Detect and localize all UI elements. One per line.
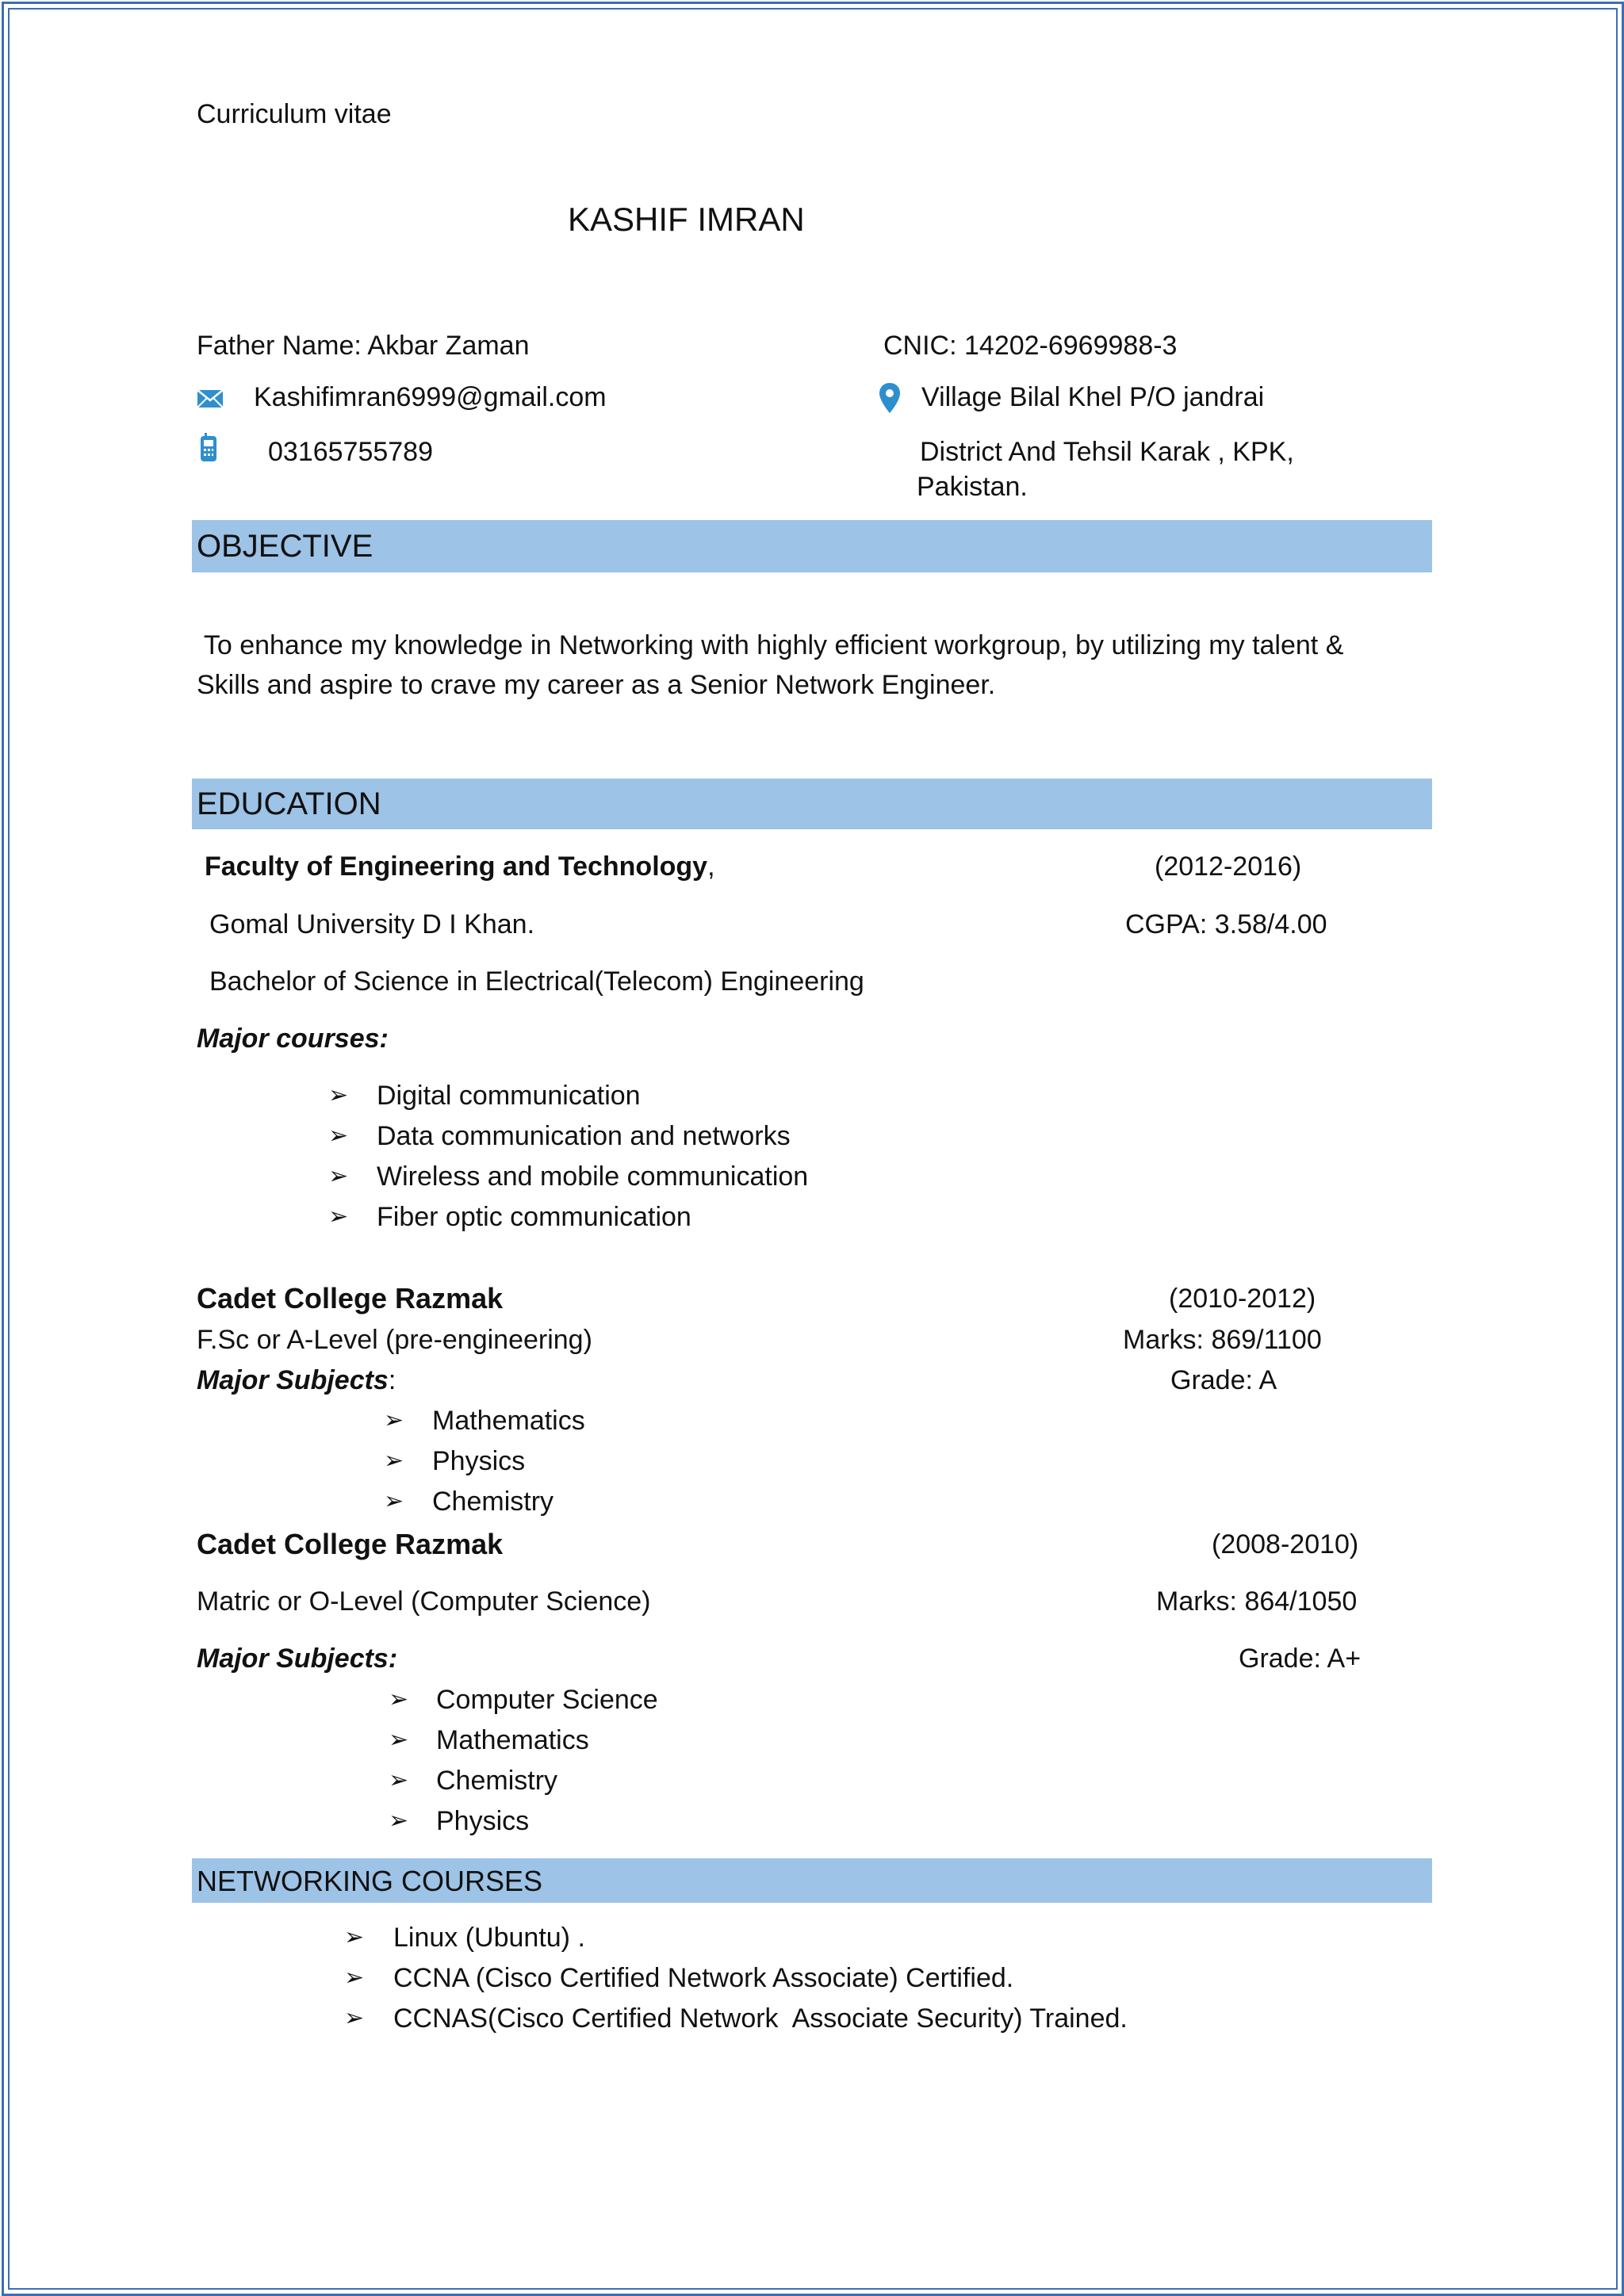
matric-subject-item-label: Chemistry [436, 1766, 558, 1796]
matric-subject-item-label: Physics [436, 1806, 530, 1836]
fsc-subjects-colon: : [388, 1365, 396, 1395]
father-name: Father Name: Akbar Zaman [197, 331, 530, 361]
university-years: (2012-2016) [1155, 851, 1302, 882]
arrow-bullet-icon: ➢ [384, 1488, 404, 1514]
phone-text[interactable]: 03165755789 [268, 437, 434, 467]
email-text[interactable]: Kashifimran6999@gmail.com [254, 382, 607, 412]
fsc-marks: Marks: 869/1100 [1123, 1325, 1322, 1355]
objective-text-line-1: To enhance my knowledge in Networking with highly efficient workgroup, by utilizing my talent & [197, 630, 1344, 660]
arrow-bullet-icon: ➢ [389, 1727, 409, 1753]
arrow-bullet-icon: ➢ [389, 1767, 409, 1793]
university-courses-label: Major courses: [197, 1024, 389, 1054]
mobile-phone-icon [198, 433, 219, 467]
matric-years: (2008-2010) [1212, 1529, 1359, 1559]
fsc-grade: Grade: A [1170, 1365, 1277, 1395]
university-cgpa: CGPA: 3.58/4.00 [1125, 909, 1327, 939]
objective-band [192, 520, 1432, 572]
networking-heading: NETWORKING COURSES [197, 1865, 543, 1897]
arrow-bullet-icon: ➢ [384, 1448, 404, 1474]
major-course-item-label: Fiber optic communication [377, 1202, 691, 1232]
networking-band [192, 1858, 1432, 1903]
arrow-bullet-icon: ➢ [328, 1163, 349, 1189]
fsc-subjects-label: Major Subjects [197, 1365, 389, 1395]
arrow-bullet-icon: ➢ [328, 1203, 349, 1230]
arrow-bullet-icon: ➢ [389, 1686, 409, 1712]
envelope-icon [197, 388, 224, 413]
arrow-bullet-icon: ➢ [389, 1808, 409, 1834]
arrow-bullet-icon: ➢ [384, 1407, 404, 1433]
matric-marks: Marks: 864/1050 [1156, 1586, 1358, 1617]
university-institution-line [205, 851, 715, 882]
fsc-subject-item-label: Mathematics [432, 1406, 585, 1436]
major-course-item-label: Digital communication [377, 1081, 641, 1111]
matric-subject-item-label: Mathematics [436, 1725, 589, 1755]
fsc-years: (2010-2012) [1169, 1284, 1316, 1314]
objective-heading: OBJECTIVE [197, 529, 373, 564]
fsc-subject-item-label: Physics [432, 1446, 526, 1476]
objective-text-line-2: Skills and aspire to crave my career as a Senior Network Engineer. [197, 670, 996, 700]
university-institution-suffix: , [707, 851, 715, 882]
fsc-subject-item-label: Chemistry [432, 1487, 554, 1517]
networking-course-item-label: Linux (Ubuntu) . [393, 1923, 585, 1953]
fsc-level: F.Sc or A-Level (pre-engineering) [197, 1325, 592, 1355]
arrow-bullet-icon: ➢ [328, 1082, 349, 1108]
arrow-bullet-icon: ➢ [344, 2005, 365, 2031]
matric-subjects-label: Major Subjects: [197, 1644, 398, 1674]
address-line-1: Village Bilal Khel P/O jandrai [921, 382, 1265, 412]
address-line-2: District And Tehsil Karak , KPK, [920, 437, 1294, 467]
matric-institution: Cadet College Razmak [197, 1528, 504, 1560]
networking-course-item-label: CCNAS(Cisco Certified Network Associate Security) Trained. [393, 2003, 1128, 2034]
cnic: CNIC: 14202-6969988-3 [883, 331, 1178, 361]
fsc-subjects-label-line [197, 1364, 396, 1396]
candidate-name: KASHIF IMRAN [568, 201, 805, 238]
map-pin-icon [879, 382, 901, 418]
arrow-bullet-icon: ➢ [328, 1123, 349, 1149]
education-band [192, 779, 1432, 829]
matric-grade: Grade: A+ [1239, 1644, 1362, 1674]
matric-level: Matric or O-Level (Computer Science) [197, 1586, 651, 1617]
education-heading: EDUCATION [197, 786, 381, 821]
university-institution: Faculty of Engineering and Technology [205, 851, 708, 882]
document-label: Curriculum vitae [197, 99, 392, 129]
arrow-bullet-icon: ➢ [344, 1924, 365, 1950]
university-degree: Bachelor of Science in Electrical(Telecom) Engineering [209, 966, 864, 997]
address-line-3: Pakistan. [917, 472, 1028, 502]
fsc-institution: Cadet College Razmak [197, 1282, 504, 1314]
major-course-item-label: Wireless and mobile communication [377, 1161, 809, 1192]
arrow-bullet-icon: ➢ [344, 1965, 365, 1991]
networking-course-item-label: CCNA (Cisco Certified Network Associate) Certified. [393, 1963, 1014, 1993]
major-course-item-label: Data communication and networks [377, 1121, 791, 1151]
university-location: Gomal University D I Khan. [209, 909, 535, 939]
matric-subject-item-label: Computer Science [436, 1685, 658, 1715]
